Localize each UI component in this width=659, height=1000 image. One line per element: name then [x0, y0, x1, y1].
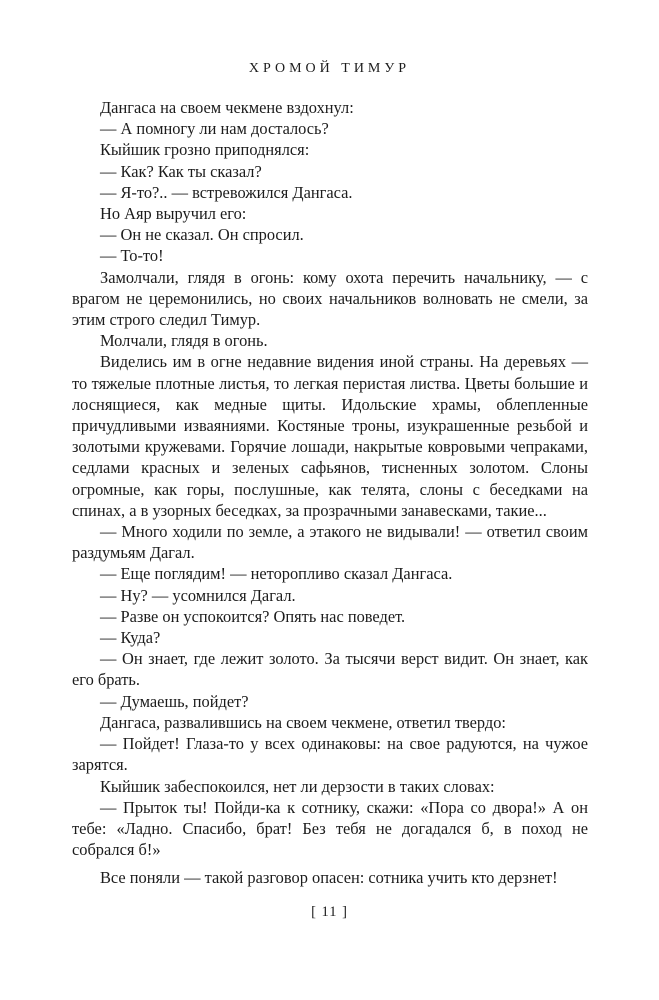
paragraph: — Он знает, где лежит золото. За тысячи верст видит. Он знает, как его брать.: [72, 649, 588, 690]
paragraph: — Думаешь, пойдет?: [100, 691, 249, 711]
page-number: [ 11 ]: [311, 904, 348, 920]
paragraph: — Разве он успокоится? Опять нас поведет.: [100, 606, 406, 626]
paragraph: Кыйшик забеспокоился, нет ли дерзости в таких словах:: [100, 776, 495, 796]
paragraph: — Прыток ты! Пойди-ка к сотнику, скажи: «Пора со двора!» А он тебе: «Ладно. Спасибо, брат! Без тебя не догадался б, в поход не собрался б!»: [72, 797, 588, 860]
paragraph: — Куда?: [100, 628, 161, 648]
text-body: [72, 97, 588, 889]
paragraph: Виделись им в огне недавние видения иной страны. На деревьях — то тяжелые плотные листья, то легкая перистая листва. Цветы большие и лоснящиеся, как медные щиты. Идольские храмы, облепленные причудливыми изваяниями. Костяные троны, изукрашенные резьбой и золотыми кружевами. Горячие лошади, накрытые ковровыми чепраками, седлами красных и зеленых сафьянов, тисненных золотом. Слоны огромные, как горы, послушные, как телята, слоны с беседками на спинах, а в узорных беседках, за прозрачными занавесками, такие...: [72, 352, 588, 520]
paragraph: — Пойдет! Глаза-то у всех одинаковы: на свое радуются, на чужое зарятся.: [72, 734, 588, 775]
paragraph: — Ну? — усомнился Дагал.: [100, 585, 296, 605]
paragraph: Молчали, глядя в огонь.: [100, 331, 268, 351]
running-head-title: ХРОМОЙ ТИМУР: [248, 61, 411, 76]
paragraph: Кыйшик грозно приподнялся:: [100, 140, 310, 160]
paragraph: Замолчали, глядя в огонь: кому охота перечить начальнику, — с врагом не церемонились, но своих начальников волновать не смели, за этим строго следил Тимур.: [72, 267, 588, 330]
paragraph: — Много ходили по земле, а этакого не видывали! — ответил своим раздумьям Дагал.: [72, 522, 588, 563]
paragraph: — Еще поглядим! — неторопливо сказал Дангаса.: [100, 564, 453, 584]
paragraph: — Он не сказал. Он спросил.: [100, 225, 304, 245]
paragraph: Дангаса, развалившись на своем чекмене, ответил твердо:: [100, 712, 506, 732]
paragraph: Но Аяр выручил его:: [100, 204, 247, 224]
paragraph: — То-то!: [100, 246, 164, 266]
paragraph: Дангаса на своем чекмене вздохнул:: [100, 98, 354, 117]
paragraph: Все поняли — такой разговор опасен: сотника учить кто дерзнет!: [100, 868, 558, 888]
paragraph: — Я-то?.. — встревожился Дангаса.: [100, 182, 353, 202]
paragraph: — А помногу ли нам досталось?: [100, 119, 329, 139]
paragraph: — Как? Как ты сказал?: [100, 161, 262, 181]
